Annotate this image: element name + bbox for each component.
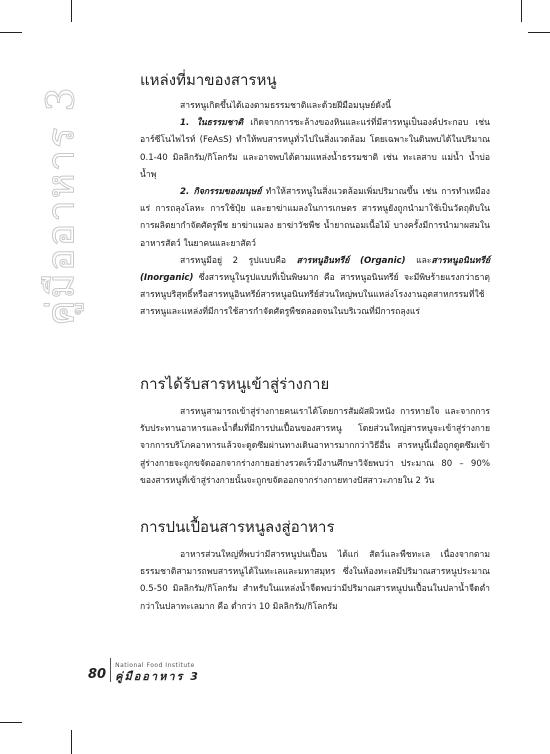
item-text: เกิดจากการชะล้างของหินและแร่ที่มีสารหนูเป็นองค์ประกอบ เช่น อาร์ซีโนไพไรท์ (FeAsS) ทำให้พบสารหนูทั่วไปในสิ่งแวดล้อม โดยเฉพาะในดินพบได้ในปริมาณ 0.1-40 มิลลิกรัม/กิโลกรัม และอาจพบได้ตามแหล่งน้ำธรรมชาติ เช่น ทะเลสาบ แม่น้ำ น้ำบ่อ น้ำพุ — [140, 118, 490, 180]
section-heading: แหล่งที่มาของสารหนู — [140, 71, 277, 89]
forms-text: ซึ่งสารหนูในรูปแบบที่เป็นพิษมาก คือ สารหนูอนินทรีย์ จะมีพิษร้ายแรงกว่าธาตุสารหนูบริสุทธิ์หรือสารหนูอินทรีย์สารหนูอนินทรีย์ส่วนใหญ่พบในแหล่งโรงงานอุตสาหกรรมที่ใช้สารหนูและแหล่งที่มีการใช้สารกำจัดศัตรูพืชตลอดจนในบริเวณที่มีการถลุงแร่ — [140, 273, 490, 318]
footer-institute: National Food Institute — [115, 662, 195, 669]
page-footer — [88, 652, 200, 682]
section-exposure — [140, 372, 490, 490]
source-item-nature — [140, 115, 490, 184]
side-watermark: คู่มืออาหาร 3 — [38, 85, 83, 326]
footer-book-title: คู่มืออาหาร 3 — [115, 670, 200, 683]
forms-text: และ — [405, 255, 432, 266]
section-heading: การได้รับสารหนูเข้าสู่ร่างกาย — [140, 375, 330, 393]
crop-mark — [71, 0, 72, 22]
organic-term: สารหนูอินทรีย์ (Organic) — [296, 255, 406, 266]
crop-mark — [71, 730, 72, 754]
page-number: 80 — [88, 667, 107, 682]
crop-mark — [0, 32, 22, 33]
inorganic-term: สารหนูอนินทรีย์ (Inorganic) — [140, 255, 490, 284]
intro-paragraph: สารหนูเกิดขึ้นได้เองตามธรรมชาติและด้วยฝีมือมนุษย์ดังนี้ — [180, 101, 391, 111]
crop-mark — [528, 32, 550, 33]
section-sources — [140, 68, 490, 322]
crop-mark — [521, 0, 522, 22]
item-label: 1. ในธรรมชาติ — [180, 118, 244, 129]
item-label: 2. กิจกรรมของมนุษย์ — [180, 187, 262, 198]
forms-text: สารหนูมีอยู่ 2 รูปแบบคือ — [180, 255, 297, 266]
crop-mark — [0, 722, 22, 723]
contamination-paragraph: อาหารส่วนใหญ่ที่พบว่ามีสารหนูปนเปื้อน ได้แก่ สัตว์และพืชทะเล เนื่องจากตามธรรมชาติสามารถพบสารหนูได้ในทะเลและมหาสมุทร ซึ่งในห้องทะเลมีปริมาณสารหนูประมาณ 0.5-50 มิลลิกรัม/กิโลกรัม สำหรับในแหล่งน้ำจืดพบว่ามีปริมาณสารหนูปนเปื้อนในปลาน้ำจืดต่ำกว่าในปลาทะเลมาก คือ ต่ำกว่า 10 มิลลิกรัม/กิโลกรัม — [140, 550, 490, 612]
section-food-contamination — [140, 515, 490, 616]
exposure-paragraph: สารหนูสามารถเข้าสู่ร่างกายคนเราได้โดยการสัมผัสผิวหนัง การหายใจ และจากการรับประทานอาหารและน้ำดื่มที่มีการปนเปื้อนของสารหนู โดยส่วนใหญ่สารหนูจะเข้าสู่ร่างกายจากการบริโภคอาหารแล้วจะดูดซึมผ่านทางเดินอาหารมากกว่าวิธีอื่น สารหนูนี้เมื่อถูกดูดซึมเข้าสู่ร่างกายจะถูกขจัดออกจากร่างกายอย่างรวดเร็วมีงานศึกษาวิจัยพบว่า ประมาณ 80 – 90% ของสารหนูที่เข้าสู่ร่างกายนั้นจะถูกขจัดออกจากร่างกายทางปัสสาวะภายใน 2 วัน — [140, 407, 490, 486]
source-item-human — [140, 184, 490, 253]
forms-paragraph — [140, 253, 490, 322]
item-text: ทำให้สารหนูในสิ่งแวดล้อมเพิ่มปริมาณขึ้น เช่น การทำเหมืองแร่ การถลุงโลหะ การใช้ปุ๋ย และยาฆ่าแมลงในการเกษตร สารหนูยังถูกนำมาใช้เป็นวัตถุดิบในการผลิตยากำจัดศัตรูพืช ยาฆ่าแมลง ยาฆ่าวัชพืช น้ำยาถนอมเนื้อไม้ บางครั้งมีการนำมาผสมในอาหารสัตว์ ในยาคนและยาสัตว์ — [140, 187, 490, 249]
footer-text — [115, 663, 200, 682]
footer-divider — [110, 658, 111, 682]
section-heading: การปนเปื้อนสารหนูลงสู่อาหาร — [140, 518, 335, 536]
